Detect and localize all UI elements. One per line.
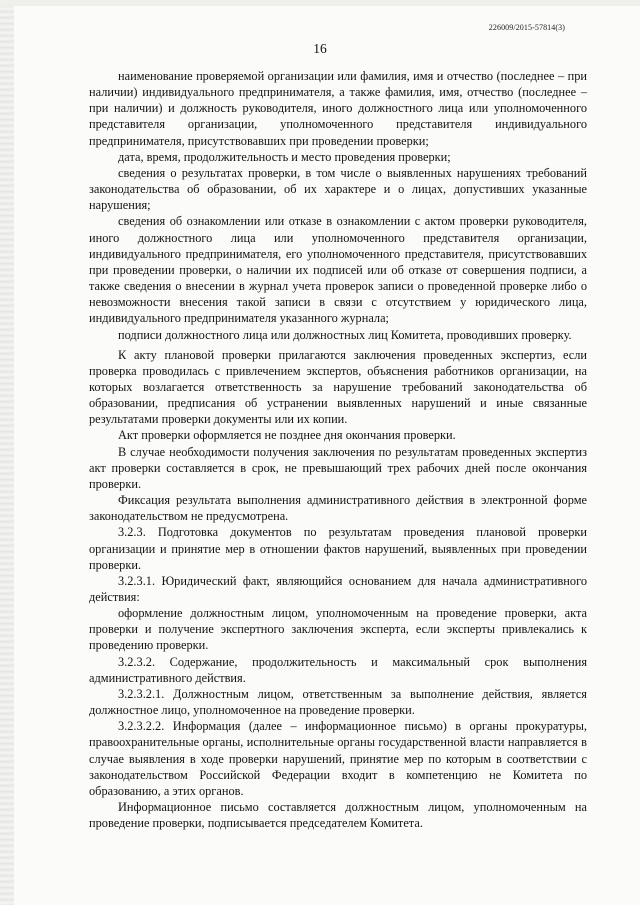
paragraph: оформление должностным лицом, уполномоченным на проведение проверки, акта проверки и получение экспертного заключения эксперта, если эксперты привлекались к проведению проверки. bbox=[89, 606, 587, 653]
paragraph: К акту плановой проверки прилагаются заключения проведенных экспертиз, если проверка проводилась с привлечением экспертов, объяснения работников организации, на которых возлагается ответственность за нарушение требований законодательства об образовании, предписания об устранении выявленных нарушений и иные связанные результатами проверки документы или их копии. bbox=[89, 347, 587, 427]
page-number: 16 bbox=[313, 41, 327, 56]
paragraph: В случае необходимости получения заключения по результатам проведенных экспертиз акт проверки составляется в срок, не превышающий трех рабочих дней после окончания проверки. bbox=[89, 444, 587, 491]
scan-edge-left bbox=[0, 0, 14, 905]
paragraph: дата, время, продолжительность и место проведения проверки; bbox=[118, 149, 451, 164]
paragraph: 3.2.3.2. Содержание, продолжительность и максимальный срок выполнения административного действия. bbox=[89, 654, 587, 685]
paragraph: 3.2.3. Подготовка документов по результатам проведения плановой проверки организации и принятие мер в отношении фактов нарушений, выявленных при проведении проверки. bbox=[89, 525, 587, 572]
paragraph: сведения об ознакомлении или отказе в ознакомлении с актом проверки руководителя, иного должностного лица или уполномоченного представителя организации, индивидуального предпринимателя, его уполномоченного представителя, присутствовавших при проведении проверки, о наличии их подписей или об отказе от совершения подписи, а также сведения о внесении в журнал учета проверок записи о проведенной проверке либо о невозможности внесения такой записи в связи с отсутствием у юридического лица, индивидуального предпринимателя указанного журнала; bbox=[89, 214, 587, 326]
document-body bbox=[89, 68, 587, 831]
paragraph: наименование проверяемой организации или фамилия, имя и отчество (последнее – при наличии) индивидуального предпринимателя, а также фамилия, имя, отчество (последнее – при наличии) и должность руководителя, иного должностного лица или уполномоченного представителя организации, уполномоченного представителя индивидуального предпринимателя, присутствовавших при проведении проверки; bbox=[89, 69, 587, 148]
paragraph: 3.2.3.1. Юридический факт, являющийся основанием для начала административного действия: bbox=[89, 573, 587, 604]
paragraph: 3.2.3.2.1. Должностным лицом, ответственным за выполнение действия, является должностное лицо, уполномоченное на проведение проверки. bbox=[89, 686, 587, 718]
paragraph: 3.2.3.2.2. Информация (далее – информационное письмо) в органы прокуратуры, правоохранительные органы, исполнительные органы государственной власти направляется в случае выявления в ходе проверки нарушений, принятие мер по которым в соответствии с законодательством Российской Федерации входит в компетенцию не Комитета по образованию, а этих органов. bbox=[89, 719, 587, 798]
paragraph: подписи должностного лица или должностных лиц Комитета, проводивших проверку. bbox=[118, 327, 572, 342]
paragraph: Фиксация результата выполнения административного действия в электронной форме законодательством не предусмотрена. bbox=[89, 493, 587, 524]
scan-edge-top bbox=[0, 0, 640, 6]
paragraph: сведения о результатах проверки, в том числе о выявленных нарушениях требований законодательства об образовании, об их характере и о лицах, допустивших указанные нарушения; bbox=[89, 165, 587, 213]
document-number: 226009/2015-57814(3) bbox=[488, 23, 565, 32]
paragraph: Акт проверки оформляется не позднее дня окончания проверки. bbox=[118, 428, 456, 443]
paragraph: Информационное письмо составляется должностным лицом, уполномоченным на проведение проверки, подписывается председателем Комитета. bbox=[89, 800, 587, 831]
